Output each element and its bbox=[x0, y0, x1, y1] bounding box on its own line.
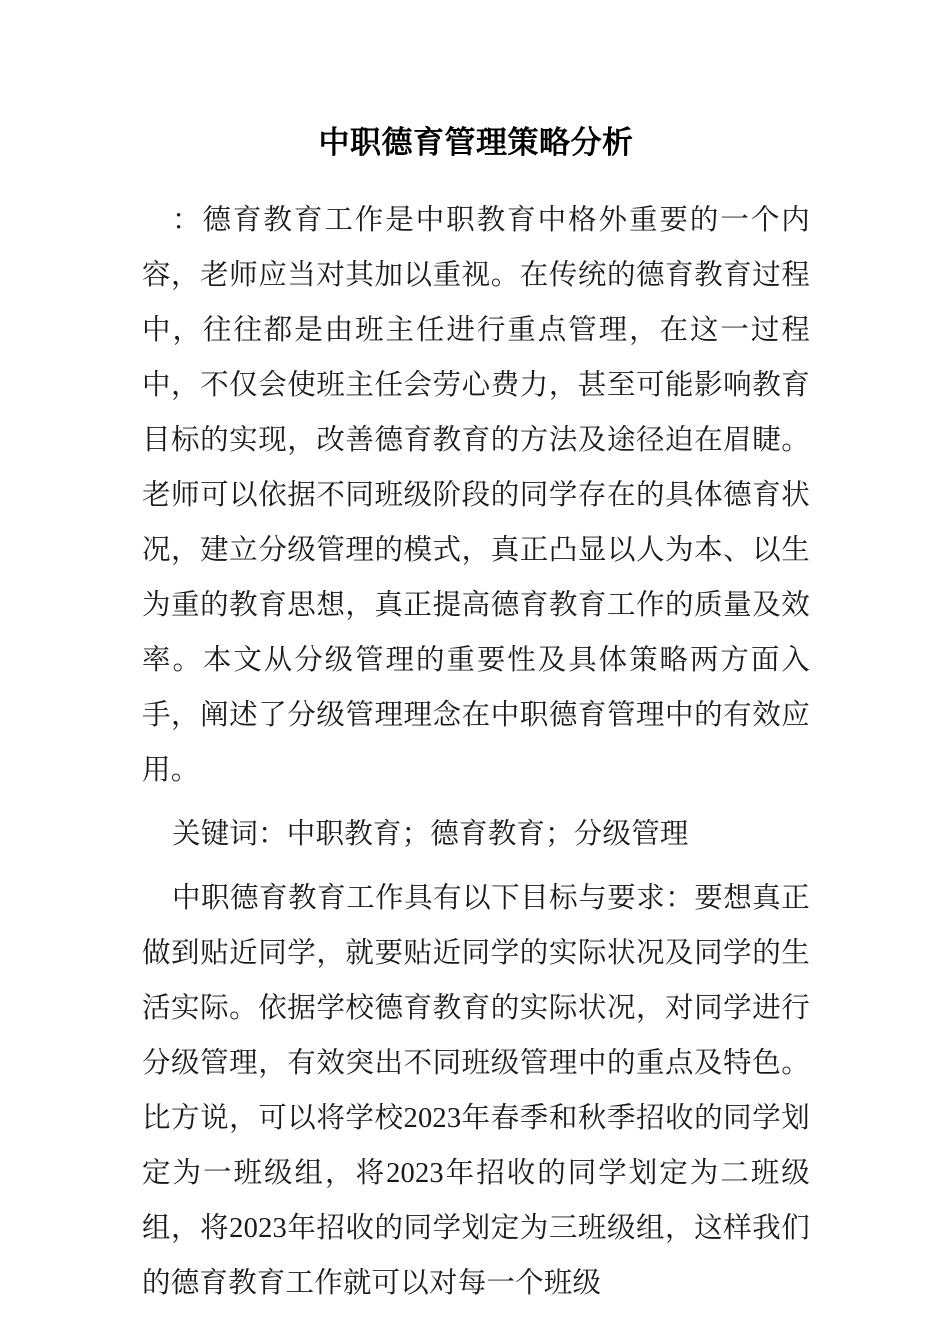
keywords-paragraph: 关键词：中职教育；德育教育；分级管理 bbox=[172, 818, 689, 850]
page-title: 中职德育管理策略分析 bbox=[318, 125, 634, 160]
abstract-paragraph: ：德育教育工作是中职教育中格外重要的一个内容，老师应当对其加以重视。在传统的德育教育过程中，往往都是由班主任进行重点管理，在这一过程中，不仅会使班主任会劳心费力，甚至可能影响教育目标的实现，改善德育教育的方法及途径迫在眉睫。老师可以依据不同班级阶段的同学存在的具体德育状况，建立分级管理的模式，真正凸显以人为本、以生为重的教育思想，真正提高德育教育工作的质量及效率。本文从分级管理的重要性及具体策略两方面入手，阐述了分级管理理念在中职德育管理中的有效应用。 bbox=[142, 204, 810, 786]
body-paragraph-1: 中职德育教育工作具有以下目标与要求：要想真正做到贴近同学，就要贴近同学的实际状况及同学的生活实际。依据学校德育教育的实际状况，对同学进行分级管理，有效突出不同班级管理中的重点及特色。比方说，可以将学校2023年春季和秋季招收的同学划定为一班级组，将2023年招收的同学划定为二班级组，将2023年招收的同学划定为三班级组，这样我们的德育教育工作就可以对每一个班级 bbox=[142, 882, 810, 1299]
document-content-column bbox=[142, 0, 810, 1311]
